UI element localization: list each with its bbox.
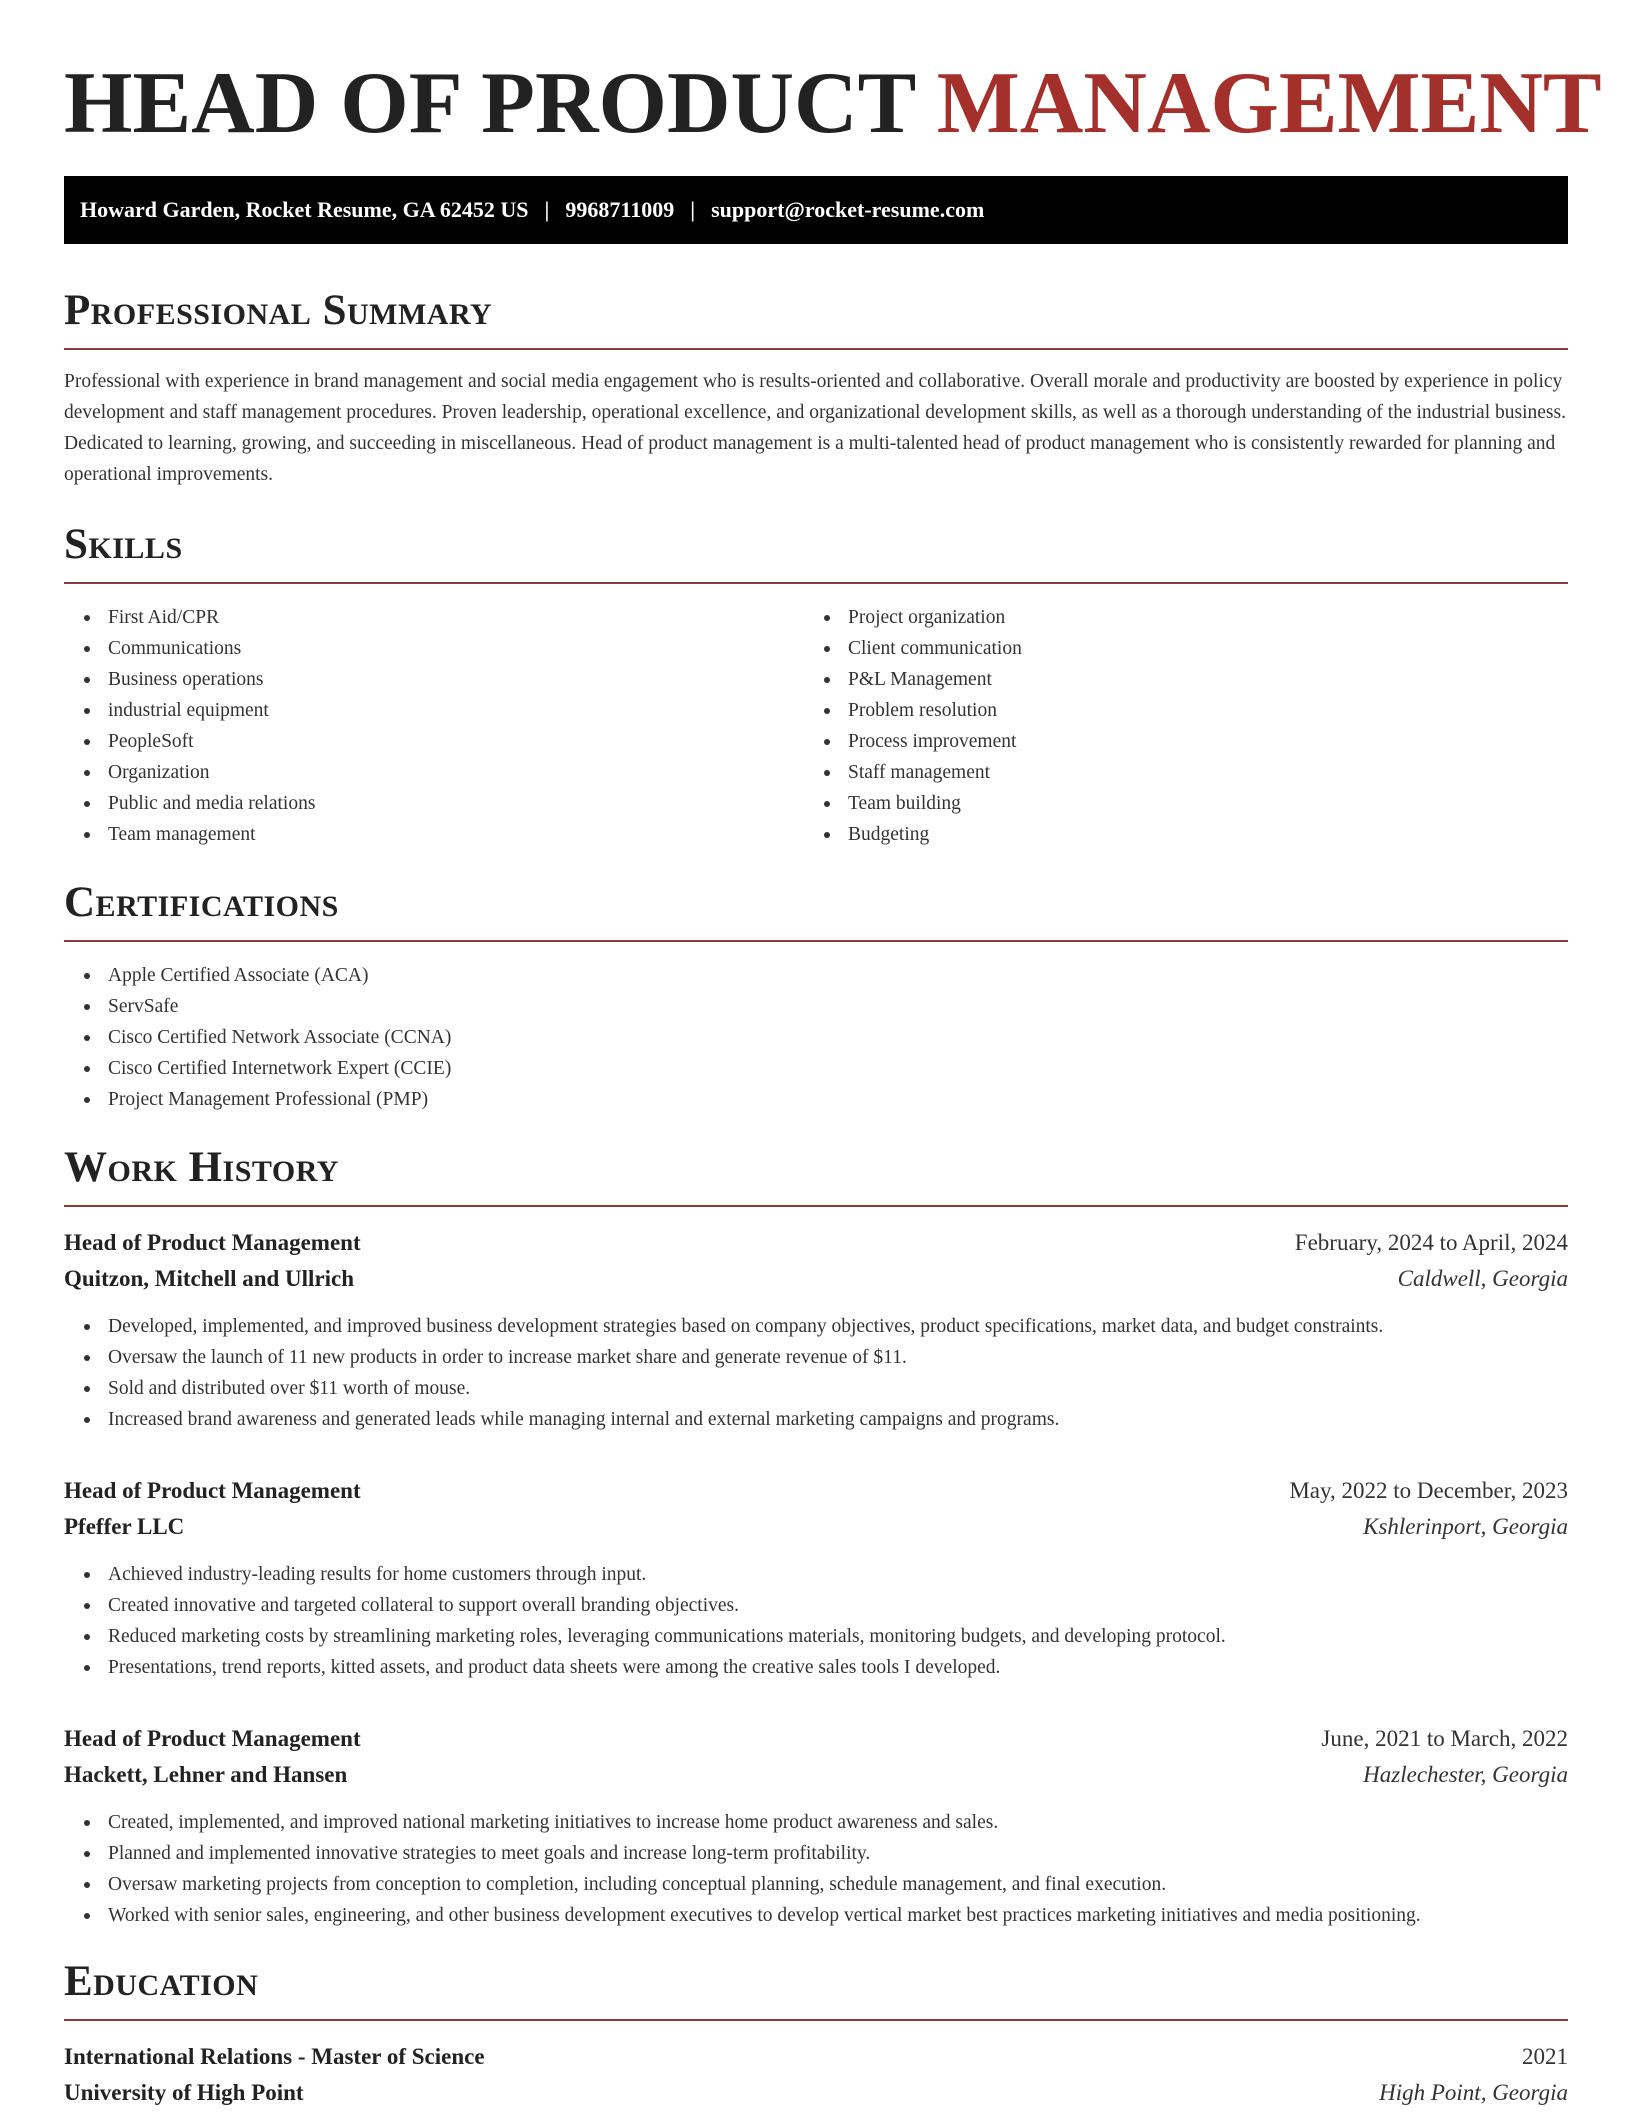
- skill-item: Communications: [64, 633, 804, 664]
- summary-text: Professional with experience in brand management and social media engagement who is results-oriented and collaborative. Overall morale and productivity are boosted by experience in policy development and staff management procedures. Proven leadership, operational excellence, and organizational development skills, as well as a thorough understanding of the industrial business. Dedicated to learning, growing, and succeeding in miscellaneous. Head of product management is a multi-talented head of product management who is consistently rewarded for planning and operational improvements.: [64, 371, 1566, 485]
- job-bullet: Oversaw marketing projects from conception to completion, including conceptual planning, schedule management, and final execution.: [64, 1869, 1568, 1900]
- section-divider: [64, 582, 1568, 584]
- section-heading-work-history: Work History: [64, 1144, 339, 1191]
- job-bullet: Oversaw the launch of 11 new products in order to increase market share and generate revenue of $11.: [64, 1342, 1568, 1373]
- section-divider: [64, 2019, 1568, 2021]
- certification-item: Cisco Certified Network Associate (CCNA): [64, 1022, 1568, 1053]
- resume-title: [64, 54, 1602, 154]
- job-location: Hazlechester, Georgia: [1363, 1762, 1568, 1787]
- skill-item: Staff management: [804, 757, 1544, 788]
- education-year: 2021: [1522, 2044, 1568, 2069]
- skill-item: P&L Management: [804, 664, 1544, 695]
- contact-separator: |: [690, 197, 696, 222]
- education-header-row: [64, 2039, 1568, 2075]
- certification-item: Project Management Professional (PMP): [64, 1084, 1568, 1115]
- job-company: Pfeffer LLC: [64, 1514, 185, 1539]
- skill-item: Team building: [804, 788, 1544, 819]
- skill-item: Business operations: [64, 664, 804, 695]
- title-accent: MANAGEMENT: [936, 55, 1602, 152]
- job-company-row: [64, 1757, 1568, 1793]
- education-section: [64, 1957, 1568, 2111]
- skill-item: Project organization: [804, 602, 1544, 633]
- contact-separator: |: [544, 197, 550, 222]
- section-heading-summary: Professional Summary: [64, 287, 493, 334]
- summary-section: [64, 286, 1568, 490]
- job-entry: [64, 1721, 1568, 1931]
- skill-item: First Aid/CPR: [64, 602, 804, 633]
- job-title: Head of Product Management: [64, 1726, 361, 1751]
- job-header-row: [64, 1721, 1568, 1757]
- contact-bar: [64, 176, 1568, 244]
- job-bullets: [64, 1559, 1568, 1683]
- contact-address: Howard Garden, Rocket Resume, GA 62452 US: [80, 197, 529, 222]
- certifications-section: [64, 878, 1568, 1115]
- section-divider: [64, 1205, 1568, 1207]
- skill-item: Team management: [64, 819, 804, 850]
- job-bullet: Reduced marketing costs by streamlining marketing roles, leveraging communications materials, monitoring budgets, and developing protocol.: [64, 1621, 1568, 1652]
- job-bullets: [64, 1807, 1568, 1931]
- job-bullet: Worked with senior sales, engineering, and other business development executives to develop vertical market best practices marketing initiatives and media positioning.: [64, 1900, 1568, 1931]
- certification-item: Cisco Certified Internetwork Expert (CCIE): [64, 1053, 1568, 1084]
- job-bullet: Sold and distributed over $11 worth of mouse.: [64, 1373, 1568, 1404]
- education-school: University of High Point: [64, 2080, 304, 2105]
- job-bullet: Created innovative and targeted collateral to support overall branding objectives.: [64, 1590, 1568, 1621]
- section-heading-certifications: Certifications: [64, 879, 339, 926]
- section-heading-skills: Skills: [64, 521, 183, 568]
- certifications-list: [64, 960, 1568, 1115]
- job-bullet: Planned and implemented innovative strategies to meet goals and increase long-term profitability.: [64, 1838, 1568, 1869]
- job-company: Hackett, Lehner and Hansen: [64, 1762, 348, 1787]
- education-location: High Point, Georgia: [1379, 2080, 1568, 2105]
- section-divider: [64, 348, 1568, 350]
- education-entry: [64, 2039, 1568, 2111]
- job-company-row: [64, 1509, 1568, 1545]
- job-bullet: Achieved industry-leading results for home customers through input.: [64, 1559, 1568, 1590]
- title-primary: HEAD OF PRODUCT: [64, 55, 915, 152]
- education-degree: International Relations - Master of Science: [64, 2044, 485, 2069]
- education-school-row: [64, 2075, 1568, 2111]
- job-company-row: [64, 1261, 1568, 1297]
- job-title: Head of Product Management: [64, 1230, 361, 1255]
- job-bullet: Presentations, trend reports, kitted assets, and product data sheets were among the creative sales tools I developed.: [64, 1652, 1568, 1683]
- job-title: Head of Product Management: [64, 1478, 361, 1503]
- job-dates: May, 2022 to December, 2023: [1289, 1478, 1568, 1503]
- job-bullet: Created, implemented, and improved national marketing initiatives to increase home product awareness and sales.: [64, 1807, 1568, 1838]
- skill-item: industrial equipment: [64, 695, 804, 726]
- certification-item: Apple Certified Associate (ACA): [64, 960, 1568, 991]
- job-bullet: Increased brand awareness and generated leads while managing internal and external marketing campaigns and programs.: [64, 1404, 1568, 1435]
- job-bullet: Developed, implemented, and improved business development strategies based on company objectives, product specifications, market data, and budget constraints.: [64, 1311, 1568, 1342]
- section-heading-education: Education: [64, 1958, 259, 2005]
- job-bullets: [64, 1311, 1568, 1435]
- skill-item: Problem resolution: [804, 695, 1544, 726]
- job-dates: February, 2024 to April, 2024: [1294, 1230, 1568, 1255]
- job-location: Caldwell, Georgia: [1397, 1266, 1568, 1291]
- work-history-section: [64, 1143, 1568, 1931]
- skill-item: Budgeting: [804, 819, 1544, 850]
- job-company: Quitzon, Mitchell and Ullrich: [64, 1266, 355, 1291]
- job-location: Kshlerinport, Georgia: [1363, 1514, 1568, 1539]
- skills-grid: [64, 602, 1568, 850]
- job-header-row: [64, 1225, 1568, 1261]
- job-entry: [64, 1225, 1568, 1435]
- section-divider: [64, 940, 1568, 942]
- skill-item: Client communication: [804, 633, 1544, 664]
- skill-item: Process improvement: [804, 726, 1544, 757]
- skill-item: Organization: [64, 757, 804, 788]
- skills-list-left: [64, 602, 804, 850]
- resume-page: [64, 0, 1602, 2111]
- skill-item: Public and media relations: [64, 788, 804, 819]
- job-entry: [64, 1473, 1568, 1683]
- skills-section: [64, 520, 1568, 850]
- job-header-row: [64, 1473, 1568, 1509]
- job-dates: June, 2021 to March, 2022: [1321, 1726, 1568, 1751]
- skill-item: PeopleSoft: [64, 726, 804, 757]
- contact-phone: 9968711009: [565, 197, 675, 222]
- skills-list-right: [804, 602, 1544, 850]
- certification-item: ServSafe: [64, 991, 1568, 1022]
- contact-email: support@rocket-resume.com: [711, 197, 985, 222]
